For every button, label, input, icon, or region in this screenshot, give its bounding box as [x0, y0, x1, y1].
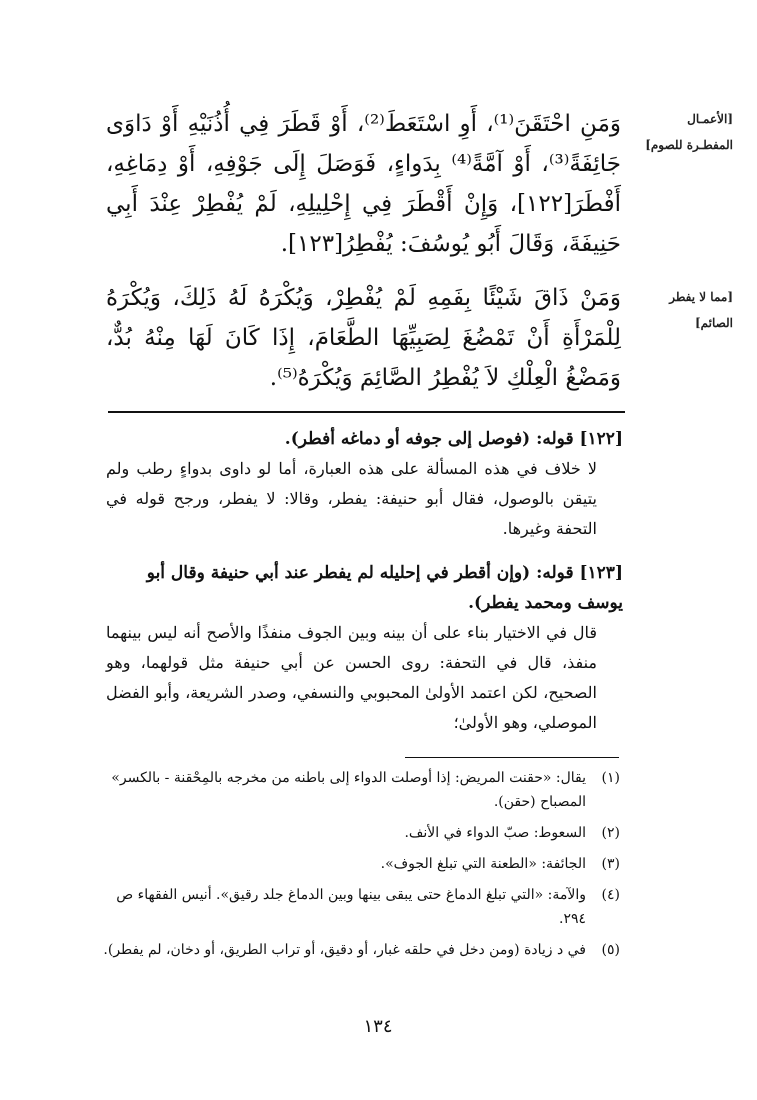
footnote-number: (٤): [601, 887, 620, 903]
footnote-text: يقال: «حقنت المريض: إذا أوصلت الدواء إلى باطنه من مخرجه بالمِحْقنة - بالكسر» المصباح (حقن).: [111, 770, 586, 810]
footnote-5: [100, 938, 620, 962]
footnote-3: [100, 852, 620, 876]
commentary-heading: [١٢٢] قوله: (فوصل إلى جوفه أو دماغه أفطر).: [284, 429, 623, 449]
footnote-number: (٢): [601, 825, 620, 841]
footnote-number: (٣): [601, 856, 620, 872]
footnotes: [100, 766, 620, 969]
main-text-2: وَمَنْ ذَاقَ شَيْئًا بِفَمِهِ لَمْ يُفْطِرْ، وَيُكْرَهُ لَهُ ذَلِكَ، وَيُكْرَهُ لِلْمَرْأَةِ أَنْ تَمْضُغَ لِصَبِيِّهَا الطَّعَامَ، إِذَا كَانَ لَهَا مِنْهُ بُدٌّ، وَمَضْغُ الْعِلْكِ لاَ يُفْطِرُ الصَّائِمَ وَيُكْرَهُ⁽⁵⁾.: [106, 285, 621, 391]
footnote-text: الجائفة: «الطعنة التي تبلغ الجوف».: [380, 856, 586, 872]
commentary-122: [106, 424, 623, 544]
footnote-text: السعوط: صبّ الدواء في الأنف.: [404, 825, 586, 841]
footnote-2: [100, 821, 620, 845]
main-text-1: وَمَنِ احْتَقَنَ⁽¹⁾، أَوِ اسْتَعَطَ⁽²⁾، أَوْ قَطَرَ فِي أُذُنَيْهِ أَوْ دَاوَى جَائِفَةً⁽³⁾، أَوْ آمَّةً⁽⁴⁾ بِدَواءٍ، فَوَصَلَ إِلَى جَوْفِهِ، أَوْ دِمَاغِهِ، أَفْطَرَ[١٢٢]، وَإِنْ أَقْطَرَ فِي إِحْلِيلِهِ، لَمْ يُفْطِرْ عِنْدَ أَبِي حَنِيفَةَ، وَقَالَ أَبُو يُوسُفَ: يُفْطِرُ[١٢٣].: [106, 111, 621, 257]
footnote-4: [100, 883, 620, 931]
footnote-number: (١): [601, 770, 620, 786]
main-paragraph-2: [106, 278, 621, 398]
footnote-divider: [405, 757, 619, 758]
commentary-body: لا خلاف في هذه المسألة على هذه العبارة، أما لو داوى بدواءٍ رطب ولم يتيقن بالوصول، فقال أبو حنيفة: يفطر، وقالا: لا يفطر، ورجح قوله في التحفة وغيرها.: [106, 459, 597, 538]
main-paragraph-1: [106, 104, 621, 264]
footnote-text: والآمة: «التي تبلغ الدماغ حتى يبقى بينها وبين الدماغ جلد رقيق». أنيس الفقهاء ص ٢٩٤.: [116, 887, 586, 927]
footnote-number: (٥): [601, 942, 620, 958]
margin-note-fasting-breakers: [الأعمـال المفطـرة للصوم]: [645, 112, 733, 152]
commentary-body: قال في الاختيار بناء على أن بينه وبين الجوف منفذًا والأصح أنه ليس بينهما منفذ، قال في التحفة: روى الحسن عن أبي حنيفة مثل قولهما، وهو الصحيح، لكن اعتمد الأولىٰ المحبوبي والنسفي، وصدر الشريعة، وأبو الفضل الموصلي، وهو الأولىٰ؛: [106, 623, 597, 732]
margin-note-non-breakers: [مما لا يفطر الصائم]: [669, 290, 733, 330]
footnote-1: [100, 766, 620, 814]
footnote-text: في د زيادة (ومن دخل في حلقه غبار، أو دقيق، أو تراب الطريق، أو دخان، لم يفطر).: [103, 942, 586, 958]
commentary-heading: [١٢٣] قوله: (وإن أقطر في إحليله لم يفطر عند أبي حنيفة وقال أبو يوسف ومحمد يفطر).: [146, 563, 623, 613]
page-number: ١٣٤: [363, 1016, 393, 1037]
main-divider: [108, 411, 625, 413]
commentary-123: [106, 558, 623, 738]
